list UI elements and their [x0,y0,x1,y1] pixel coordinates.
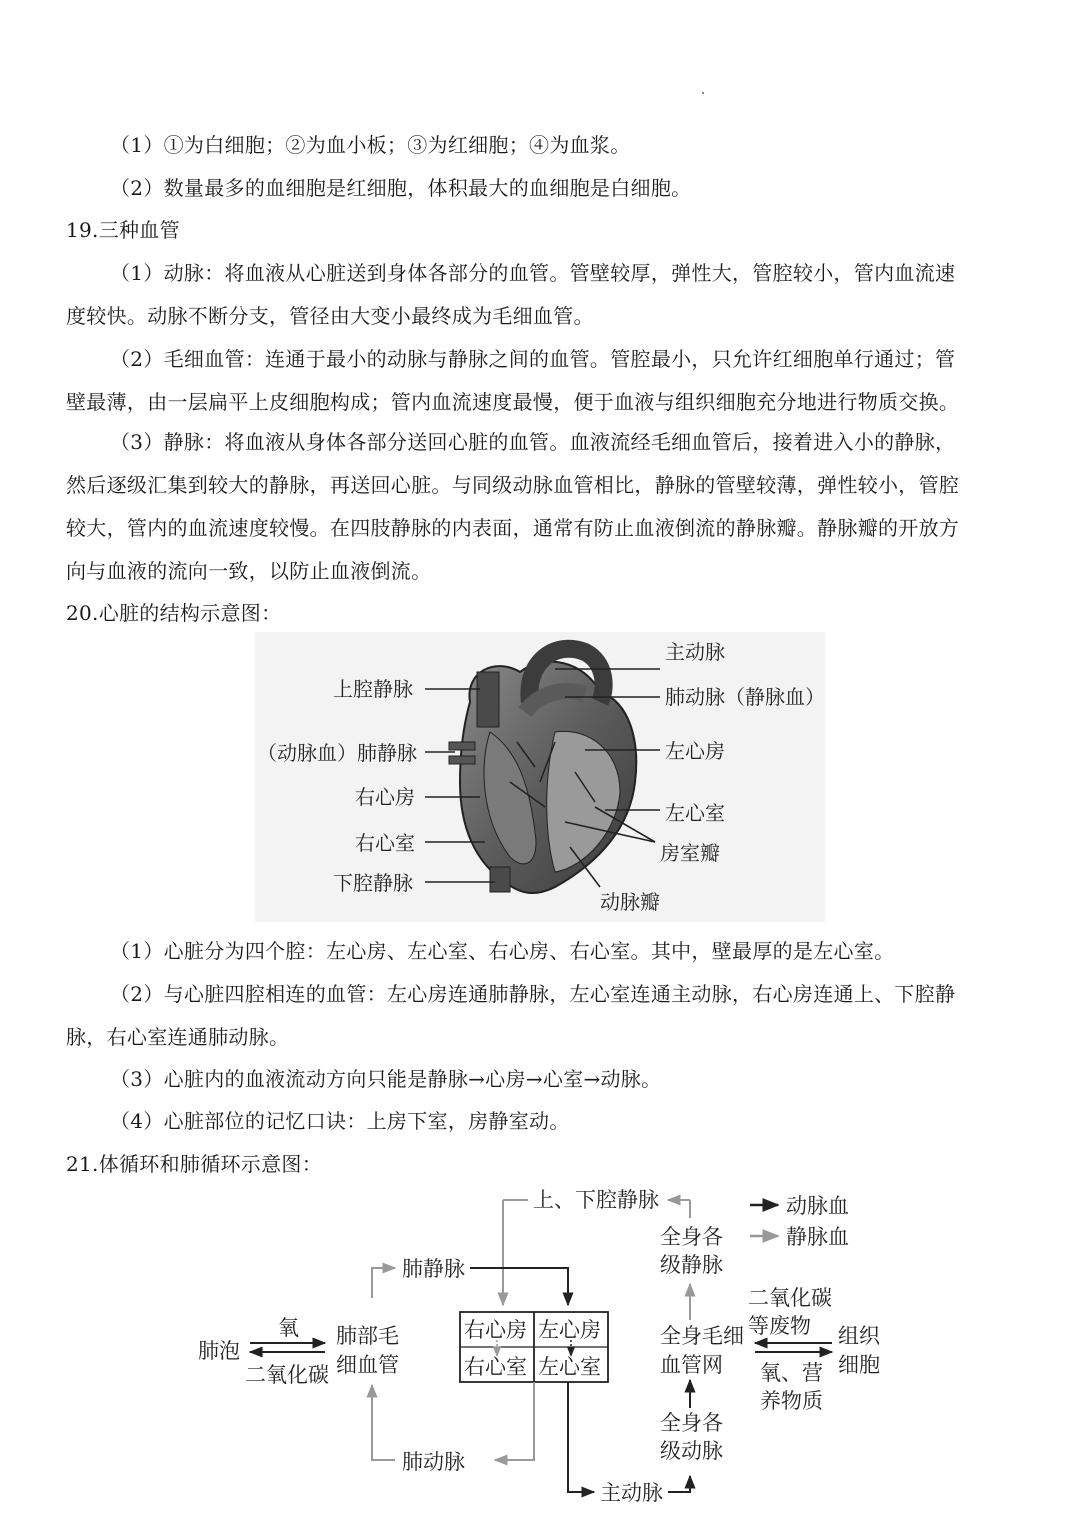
arrow-rv-to-pulmartery [495,1382,534,1460]
node-alveoli: 肺泡 [198,1339,240,1363]
vein-text-3: 较大，管内的血流速度较慢。在四肢静脉的内表面，通常有防止血液倒流的静脉瓣。静脉瓣的开放方 [66,516,960,540]
legend-venous-label: 静脉血 [786,1225,849,1249]
node-tissue-2: 细胞 [838,1353,880,1377]
node-body-arteries-2: 级动脉 [660,1439,723,1463]
artery-text-1: （1）动脉：将血液从心脏送到身体各部分的血管。管壁较厚，弹性大，管腔较小，管内血流速 [110,261,956,285]
node-waste-2: 等废物 [748,1314,811,1338]
label-left-atrium: 左心房 [665,739,725,763]
node-body-veins-2: 级静脉 [660,1253,723,1277]
arrow-pulmvein-to-la [470,1268,568,1305]
heart-note-1: （1）心脏分为四个腔：左心房、左心室、右心房、右心室。其中，壁最厚的是左心室。 [110,939,895,963]
label-right-ventricle: 右心室 [355,831,415,855]
label-superior-vena-cava: 上腔静脉 [333,677,413,701]
node-lung-capillary-1: 肺部毛 [336,1324,399,1348]
heart-note-2b: 脉，右心室连通肺动脉。 [66,1025,290,1049]
node-body-capillary-2: 血管网 [660,1353,723,1377]
node-pulmonary-vein: 肺静脉 [402,1257,465,1281]
node-right-ventricle: 右心室 [464,1355,527,1379]
label-arterial-valve: 动脉瓣 [600,890,660,914]
node-venae-cavae: 上、下腔静脉 [533,1188,659,1212]
vein-text-2: 然后逐级汇集到较大的静脉，再送回心脏。与同级动脉血管相比，静脉的管壁较薄，弹性较小，管腔 [66,473,960,497]
scan-speck [702,92,704,94]
heart-note-3: （3）心脏内的血液流动方向只能是静脉→心房→心室→动脉。 [110,1067,662,1091]
section-19-heading: 19.三种血管 [66,218,180,242]
label-right-atrium: 右心房 [355,785,415,809]
capillary-text-2: 壁最薄，由一层扁平上皮细胞构成；管内血流速度最慢，便于血液与组织细胞充分地进行物质交换。 [66,390,960,414]
node-aorta: 主动脉 [600,1481,663,1505]
arrow-lv-to-aorta [568,1382,594,1492]
label-left-ventricle: 左心室 [665,801,725,825]
circulation-diagram [190,1180,890,1510]
capillary-text-1: （2）毛细血管：连通于最小的动脉与静脉之间的血管。管腔最小，只允许红细胞单行通过；管 [110,347,956,371]
label-inferior-vena-cava: 下腔静脉 [333,871,413,895]
label-pulmonary-vein: （动脉血）肺静脉 [257,741,417,765]
section-21-heading: 21.体循环和肺循环示意图： [66,1152,323,1176]
label-aorta: 主动脉 [665,640,725,664]
label-av-valve: 房室瓣 [660,841,720,865]
heart-note-4: （4）心脏部位的记忆口诀：上房下室，房静室动。 [110,1109,570,1133]
node-tissue-1: 组织 [838,1324,880,1348]
legend-arterial-label: 动脉血 [786,1194,849,1218]
node-body-capillary-1: 全身毛细 [660,1324,744,1348]
heart-note-2a: （2）与心脏四腔相连的血管：左心房连通肺静脉，左心室连通主动脉，右心房连通上、下腔静 [110,982,956,1006]
arrow-aorta-to-arteries [668,1476,690,1492]
blood-note-2: （2）数量最多的血细胞是红细胞，体积最大的血细胞是白细胞。 [110,176,692,200]
arrow-lungcap-to-pulmvein [372,1268,395,1298]
label-pulmonary-artery: 肺动脉（静脉血） [665,685,825,709]
section-20-heading: 20.心脏的结构示意图： [66,601,282,625]
node-oxygen: 氧 [278,1316,299,1340]
node-left-atrium: 左心房 [538,1318,601,1342]
vein-text-1: （3）静脉：将血液从身体各部分送回心脏的血管。血液流经毛细血管后，接着进入小的静脉， [110,430,956,454]
node-body-arteries-1: 全身各 [660,1411,723,1435]
node-body-veins-1: 全身各 [660,1225,723,1249]
node-pulmonary-artery: 肺动脉 [402,1450,465,1474]
node-left-ventricle: 左心室 [538,1355,601,1379]
node-co2: 二氧化碳 [245,1363,329,1387]
node-nutrients-1: 氧、营 [760,1361,823,1385]
arrow-pulmartery-to-lungcap [372,1385,395,1460]
node-lung-capillary-2: 细血管 [336,1353,399,1377]
node-nutrients-2: 养物质 [760,1389,823,1413]
vein-text-4: 向与血液的流向一致，以防止血液倒流。 [66,559,432,583]
heart-diagram [255,632,825,922]
blood-note-1: （1）①为白细胞；②为血小板；③为红细胞；④为血浆。 [110,133,631,157]
node-right-atrium: 右心房 [464,1318,527,1342]
heart-chambers-box [460,1312,608,1382]
node-waste-1: 二氧化碳 [748,1286,832,1310]
artery-text-2: 度较快。动脉不断分支，管径由大变小最终成为毛细血管。 [66,304,594,328]
